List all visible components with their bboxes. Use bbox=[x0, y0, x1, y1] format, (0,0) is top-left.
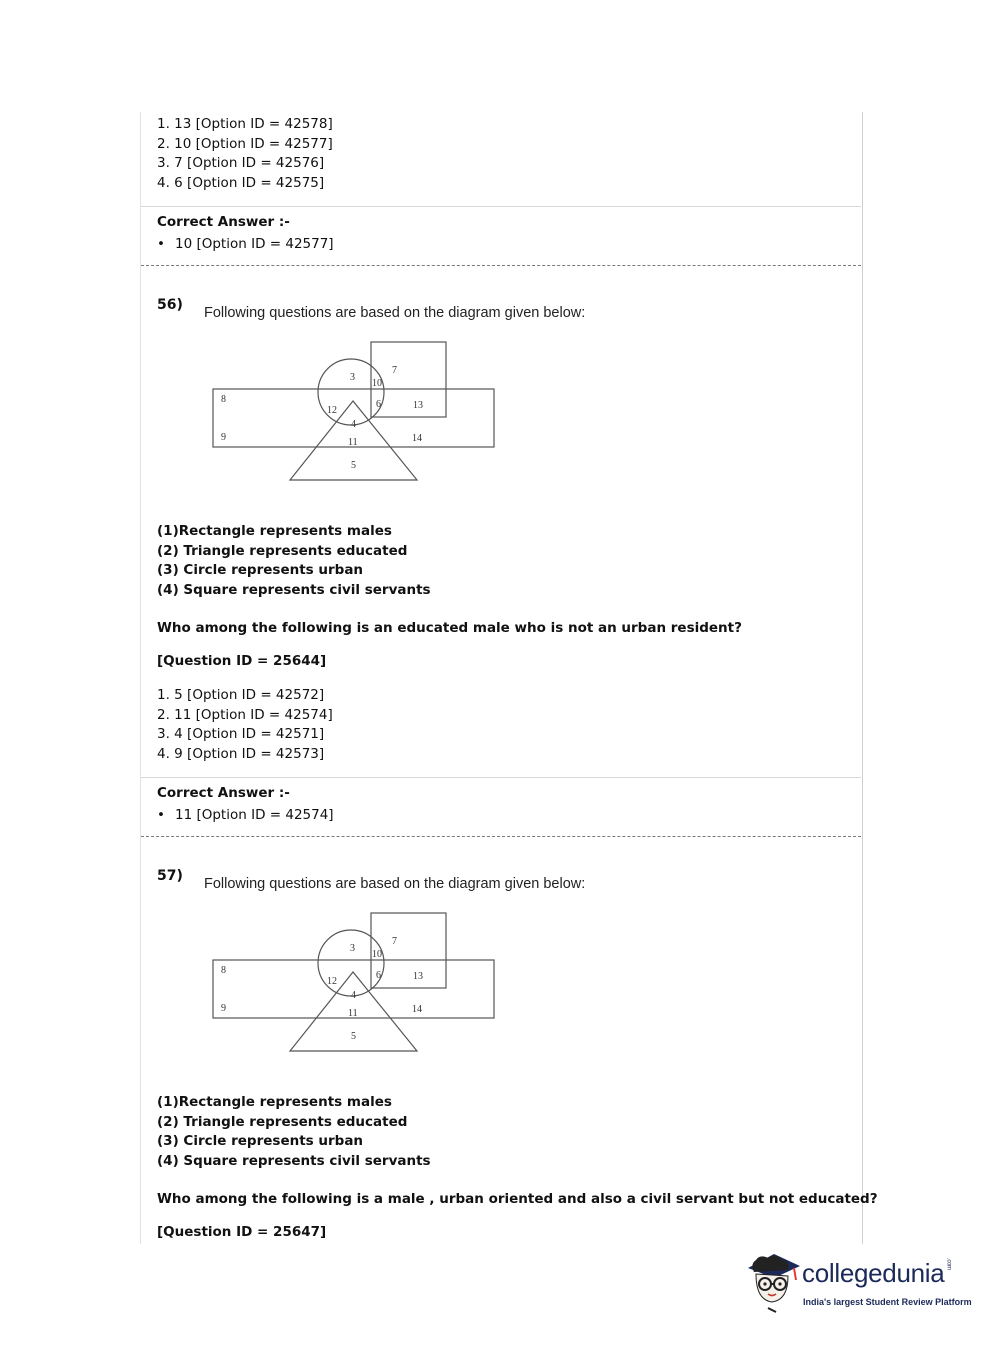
correct-answer-text: 11 [Option ID = 42574] bbox=[175, 807, 334, 823]
label-3: 3 bbox=[350, 372, 355, 383]
label-4: 4 bbox=[351, 990, 356, 1001]
venn-diagram bbox=[203, 340, 498, 488]
options-list bbox=[157, 686, 333, 764]
option-item: 1. 5 [Option ID = 42572] bbox=[157, 687, 325, 703]
legend-item: (3) Circle represents urban bbox=[157, 562, 364, 578]
label-8: 8 bbox=[221, 965, 226, 976]
prev-options-list bbox=[157, 115, 333, 193]
legend-item: (4) Square represents civil servants bbox=[157, 1152, 431, 1169]
label-3: 3 bbox=[350, 943, 355, 954]
option-item: 4. 9 [Option ID = 42573] bbox=[157, 745, 325, 762]
mascot-icon bbox=[742, 1250, 802, 1320]
label-7: 7 bbox=[392, 936, 397, 947]
correct-answer-text: 10 [Option ID = 42577] bbox=[175, 236, 334, 252]
question-id: [Question ID = 25647] bbox=[157, 1224, 327, 1240]
question-text: Who among the following is an educated male who is not an urban resident? bbox=[157, 620, 742, 636]
question-text: Who among the following is a male , urban oriented and also a civil servant but not educated? bbox=[157, 1191, 878, 1207]
legend-item: (4) Square represents civil servants bbox=[157, 581, 431, 598]
option-item: 2. 11 [Option ID = 42574] bbox=[157, 706, 333, 723]
legend-item: (1)Rectangle represents males bbox=[157, 523, 392, 539]
question-id: [Question ID = 25644] bbox=[157, 653, 327, 669]
correct-answer-label: Correct Answer :- bbox=[157, 214, 290, 230]
square-shape bbox=[371, 342, 446, 417]
logo-name-text: collegedunia bbox=[802, 1258, 945, 1288]
label-9: 9 bbox=[221, 1003, 226, 1014]
legend-item: (3) Circle represents urban bbox=[157, 1133, 364, 1149]
label-10: 10 bbox=[372, 949, 382, 960]
square-shape bbox=[371, 913, 446, 988]
question-number: 56) bbox=[157, 297, 183, 313]
correct-answer-label: Correct Answer :- bbox=[157, 785, 290, 801]
label-9: 9 bbox=[221, 432, 226, 443]
legend-item: (2) Triangle represents educated bbox=[157, 1113, 408, 1130]
bullet-icon: • bbox=[157, 807, 165, 823]
label-11: 11 bbox=[348, 1008, 358, 1019]
logo-suffix: .com bbox=[945, 1258, 952, 1270]
label-5: 5 bbox=[351, 1031, 356, 1042]
logo-wordmark bbox=[802, 1258, 951, 1289]
label-8: 8 bbox=[221, 394, 226, 405]
label-6: 6 bbox=[376, 970, 381, 981]
label-13: 13 bbox=[413, 971, 423, 982]
label-14: 14 bbox=[412, 433, 422, 444]
question-separator bbox=[141, 836, 861, 837]
label-5: 5 bbox=[351, 460, 356, 471]
collegedunia-logo[interactable] bbox=[742, 1250, 972, 1320]
option-item: 3. 4 [Option ID = 42571] bbox=[157, 726, 325, 742]
option-item: 4. 6 [Option ID = 42575] bbox=[157, 174, 325, 191]
divider bbox=[141, 777, 861, 778]
legend-list bbox=[157, 522, 431, 600]
label-12: 12 bbox=[327, 405, 337, 416]
page-frame bbox=[140, 112, 863, 1244]
label-14: 14 bbox=[412, 1004, 422, 1015]
correct-answer bbox=[157, 236, 334, 252]
option-item: 3. 7 [Option ID = 42576] bbox=[157, 155, 325, 171]
divider bbox=[141, 206, 861, 207]
label-12: 12 bbox=[327, 976, 337, 987]
question-number: 57) bbox=[157, 868, 183, 884]
correct-answer bbox=[157, 807, 334, 823]
option-item: 1. 13 [Option ID = 42578] bbox=[157, 116, 333, 132]
legend-item: (1)Rectangle represents males bbox=[157, 1094, 392, 1110]
legend-list bbox=[157, 1093, 431, 1171]
question-separator bbox=[141, 265, 861, 266]
question-intro: Following questions are based on the diagram given below: bbox=[204, 305, 586, 321]
logo-tagline: India's largest Student Review Platform bbox=[803, 1297, 972, 1307]
label-11: 11 bbox=[348, 437, 358, 448]
option-item: 2. 10 [Option ID = 42577] bbox=[157, 135, 333, 152]
label-6: 6 bbox=[376, 399, 381, 410]
label-4: 4 bbox=[351, 419, 356, 430]
bullet-icon: • bbox=[157, 236, 165, 252]
label-7: 7 bbox=[392, 365, 397, 376]
legend-item: (2) Triangle represents educated bbox=[157, 542, 408, 559]
venn-diagram bbox=[203, 911, 498, 1059]
label-10: 10 bbox=[372, 378, 382, 389]
label-13: 13 bbox=[413, 400, 423, 411]
question-intro: Following questions are based on the diagram given below: bbox=[204, 876, 586, 892]
